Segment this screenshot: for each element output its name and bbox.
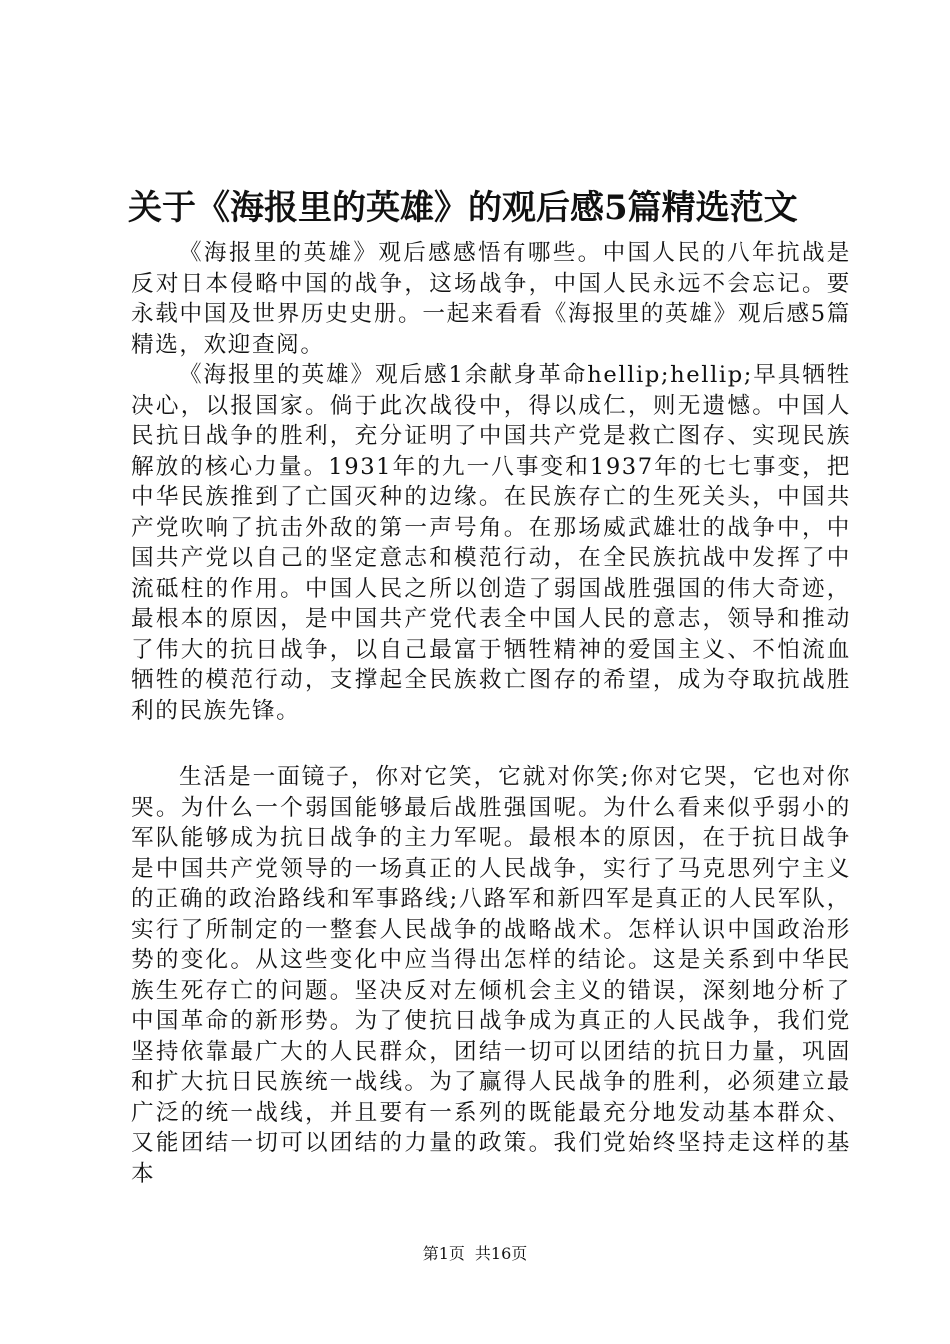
body-paragraph: 生活是一面镜子，你对它笑，它就对你笑;你对它哭，它也对你哭。为什么一个弱国能够最后战胜强国呢。为什么看来似乎弱小的军队能够成为抗日战争的主力军呢。最根本的原因，在于抗日战争是中国共产党领导的一场真正的人民战争，实行了马克思列宁主义的正确的政治路线和军事路线;八路军和新四军是真正的人民军队，实行了所制定的一整套人民战争的战略战术。怎样认识中国政治形势的变化。从这些变化中应当得出怎样的结论。这是关系到中华民族生死存亡的问题。坚决反对左倾机会主义的错误，深刻地分析了中国革命的新形势。为了使抗日战争成为真正的人民战争，我们党坚持依靠最广大的人民群众，团结一切可以团结的抗日力量，巩固和扩大抗日民族统一战线。为了赢得人民战争的胜利，必须建立最广泛的统一战线，并且要有一系列的既能最充分地发动基本群众、又能团结一切可以团结的力量的政策。我们党始终坚持走这样的基本 (131, 764, 851, 1187)
page-footer (0, 1244, 950, 1264)
total-pages: 共16页 (474, 1244, 528, 1263)
page-number: 第1页 (422, 1244, 465, 1263)
paragraph-spacer (131, 726, 851, 762)
intro-paragraph: 《海报里的英雄》观后感感悟有哪些。中国人民的八年抗战是反对日本侵略中国的战争，这场战争，中国人民永远不会忘记。要永载中国及世界历史史册。一起来看看《海报里的英雄》观后感5篇精选，欢迎查阅。 (131, 240, 851, 358)
body-paragraph: 《海报里的英雄》观后感1余献身革命hellip;hellip;早具牺牲决心，以报国家。倘于此次战役中，得以成仁，则无遗憾。中国人民抗日战争的胜利，充分证明了中国共产党是救亡图存、实现民族解放的核心力量。1931年的九一八事变和1937年的七七事变，把中华民族推到了亡国灭种的边缘。在民族存亡的生死关头，中国共产党吹响了抗击外敌的第一声号角。在那场威武雄壮的战争中，中国共产党以自己的坚定意志和模范行动，在全民族抗战中发挥了中流砥柱的作用。中国人民之所以创造了弱国战胜强国的伟大奇迹，最根本的原因，是中国共产党代表全中国人民的意志，领导和推动了伟大的抗日战争，以自己最富于牺牲精神的爱国主义、不怕流血牺牲的模范行动，支撑起全民族救亡图存的希望，成为夺取抗战胜利的民族先锋。 (131, 362, 851, 724)
document-body (131, 238, 851, 1189)
document-title: 关于《海报里的英雄》的观后感5篇精选范文 (128, 188, 798, 228)
